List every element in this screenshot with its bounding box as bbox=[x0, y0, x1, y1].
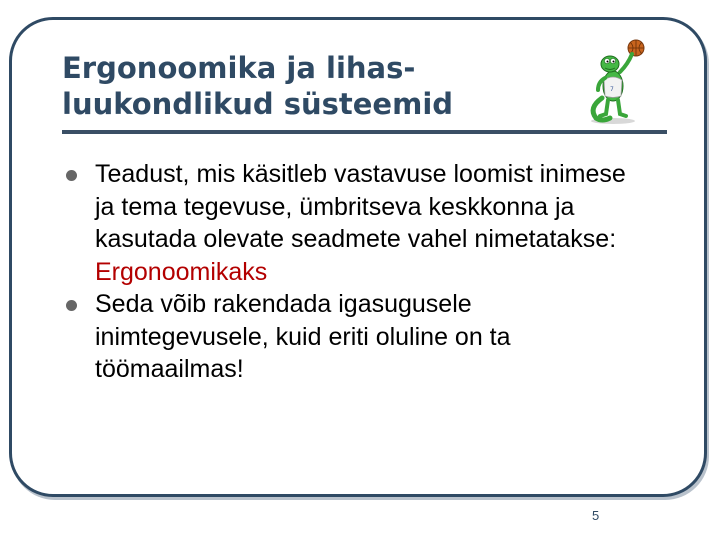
svg-text:7: 7 bbox=[610, 86, 614, 93]
bullet-text: Teadust, mis käsitleb vastavuse loomist inimese ja tema tegevuse, ümbritseva keskkonna ja kasutada olevate seadmete vahel nimetatakse: bbox=[95, 160, 626, 253]
title-divider bbox=[62, 130, 667, 134]
bullet-dot-icon bbox=[66, 300, 77, 311]
bullet-dot-icon bbox=[66, 170, 77, 181]
slide-title bbox=[62, 50, 542, 122]
bullet-list bbox=[66, 158, 646, 386]
title-line-1: Ergonoomika ja lihas- bbox=[62, 51, 416, 85]
highlight-term: Ergonoomikaks bbox=[95, 257, 268, 286]
bullet-text: Seda võib rakendada igasugusele inimtegevusele, kuid eriti oluline on ta töömaailmas! bbox=[95, 290, 511, 383]
title-line-2: luukondlikud süsteemid bbox=[62, 87, 454, 121]
lizard-basketball-icon bbox=[580, 38, 650, 126]
bullet-item-definition bbox=[66, 158, 646, 288]
page-number: 5 bbox=[592, 508, 600, 523]
bullet-item-application bbox=[66, 288, 646, 386]
